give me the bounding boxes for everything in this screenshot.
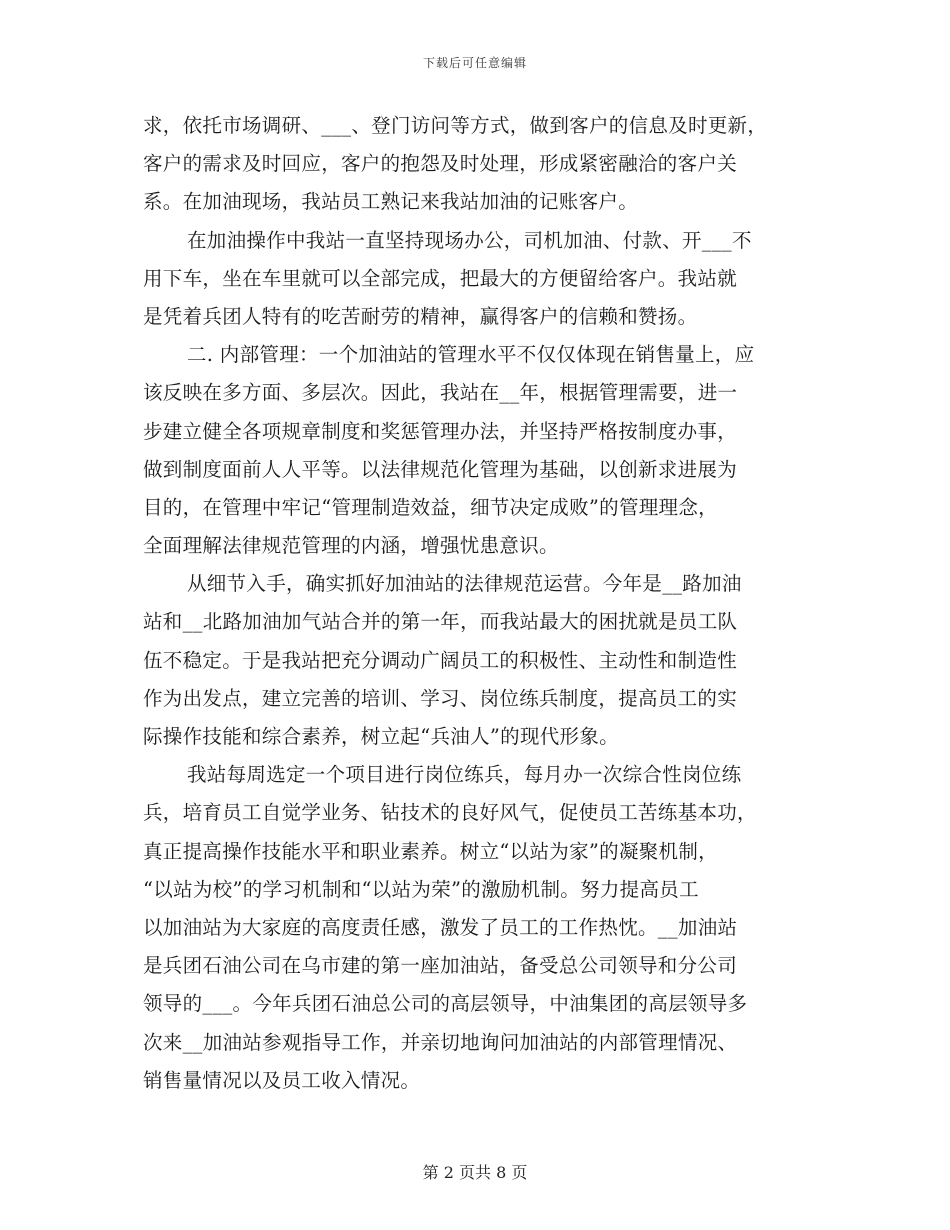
body-line: 目的，在管理中牢记“管理制造效益，细节决定成败”的管理理念， (143, 495, 718, 519)
body-line: 全面理解法律规范管理的内涵，增强忧患意识。 (143, 534, 559, 558)
body-line: 站和__北路加油加气站合并的第一年，而我站最大的困扰就是员工队 (143, 610, 738, 634)
body-line: 客户的需求及时回应，客户的抱怨及时处理，形成紧密融洽的客户关 (143, 152, 738, 176)
body-line: 以加油站为大家庭的高度责任感，激发了员工的工作热忱。__加油站 (143, 915, 738, 939)
body-line: 用下车，坐在车里就可以全部完成，把最大的方便留给客户。我站就 (143, 266, 738, 290)
body-line: 是兵团石油公司在乌市建的第一座加油站，备受总公司领导和分公司 (143, 954, 738, 978)
page-header: 下载后可任意编辑 (422, 56, 527, 70)
body-line: 步建立健全各项规章制度和奖惩管理办法，并坚持严格按制度办事， (143, 419, 738, 443)
body-line: “以站为校”的学习机制和“以站为荣”的激励机制。努力提高员工 (143, 877, 699, 901)
body-line: 真正提高操作技能水平和职业素养。树立“以站为家”的凝聚机制， (143, 839, 718, 863)
body-line: 伍不稳定。于是我站把充分调动广阔员工的积极性、主动性和制造性 (143, 648, 738, 672)
document-body (143, 107, 813, 1100)
body-line: 我站每周选定一个项目进行岗位练兵，每月办一次综合性岗位练 (187, 763, 742, 787)
body-line: 次来__加油站参观指导工作，并亲切地询问加油站的内部管理情况、 (143, 1030, 738, 1054)
body-line: 在加油操作中我站一直坚持现场办公，司机加油、付款、开___不 (187, 228, 752, 252)
body-line: 二. 内部管理：一个加油站的管理水平不仅仅体现在销售量上，应 (187, 343, 755, 367)
body-line: 做到制度面前人人平等。以法律规范化管理为基础，以创新求进展为 (143, 457, 738, 481)
body-line: 该反映在多方面、多层次。因此，我站在__年，根据管理需要，进一 (143, 381, 738, 405)
body-line: 是凭着兵团人特有的吃苦耐劳的精神，赢得客户的信赖和赞扬。 (143, 304, 698, 328)
body-line: 销售量情况以及员工收入情况。 (143, 1068, 421, 1092)
body-line: 求，依托市场调研、___、登门访问等方式，做到客户的信息及时更新， (143, 114, 768, 137)
body-line: 从细节入手，确实抓好加油站的法律规范运营。今年是__路加油 (187, 572, 742, 596)
body-line: 作为出发点，建立完善的培训、学习、岗位练兵制度，提高员工的实 (143, 686, 738, 710)
body-line: 领导的___。今年兵团石油总公司的高层领导，中油集团的高层领导多 (143, 992, 748, 1016)
body-line: 际操作技能和综合素养，树立起“兵油人”的现代形象。 (143, 725, 619, 748)
body-line: 系。在加油现场，我站员工熟记来我站加油的记账客户。 (143, 190, 639, 214)
page-footer: 第 2 页共 8 页 (422, 1163, 528, 1182)
body-line: 兵，培育员工自觉学业务、钻技术的良好风气，促使员工苦练基本功， (143, 801, 757, 825)
